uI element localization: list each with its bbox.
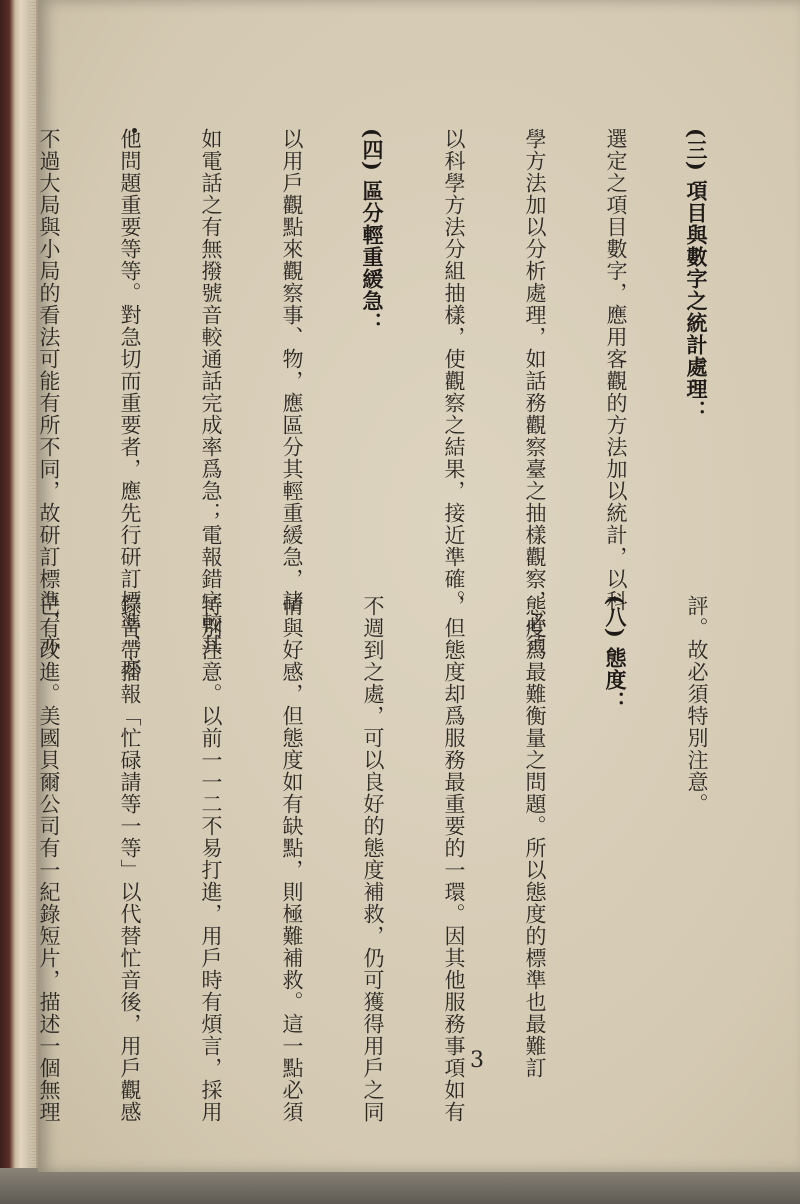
text-line: 他問題重要等等。對急切而重要者，應先行研訂標準，亦 [118,128,142,678]
heading-attitude: (八) 態度： [603,595,628,714]
text-line: 以用戶觀點來觀察事、物，應區分其輕重緩急，諸 [280,128,304,612]
text-line: 如電話之有無撥號音較通話完成率爲急；電報錯字較其 [199,128,223,656]
text-line: 錄音帶播報「忙碌請等一等」以代替忙音後，用戶觀感 [118,595,142,1123]
text-line: 態度爲最難衡量之問題。所以態度的標準也最難訂 [523,595,547,1079]
text-line: 選定之項目數字，應用客觀的方法加以統計，以科 [604,128,628,612]
heading-statistics: (三) 項目與數字之統計處理： [684,128,709,423]
text-line: 特別注意。以前一一二不易打進，用戶時有煩言，採用 [199,595,223,1123]
text-line: 不週到之處，可以良好的態度補救，仍可獲得用戶之同 [361,595,385,1123]
text-line: 已有改進。美國貝爾公司有一紀錄短片，描述一個無理 [37,595,61,1123]
bottom-shadow [0,1168,800,1204]
text-line: ，但態度却爲服務最重要的一環。因其他服務事項如有 [442,595,466,1123]
text-line: 情與好感，但態度如有缺點，則極難補救。這一點必須 [280,595,304,1123]
lower-text-block [0,595,764,1123]
page-number: 3 [470,1048,484,1073]
heading-priority: (四) 區分輕重緩急： [360,128,385,335]
text-line: 不過大局與小局的看法可能有所不同，故研訂標準，亦 [37,128,61,656]
text-line: 以科學方法分組抽樣，使觀察之結果，接近準確。 [442,128,466,612]
document-page [38,0,800,1172]
text-line: 評。故必須特別注意。 [685,595,709,815]
text-line: 學方法加以分析處理，如話務觀察臺之抽樣觀察，必須 [523,128,547,656]
